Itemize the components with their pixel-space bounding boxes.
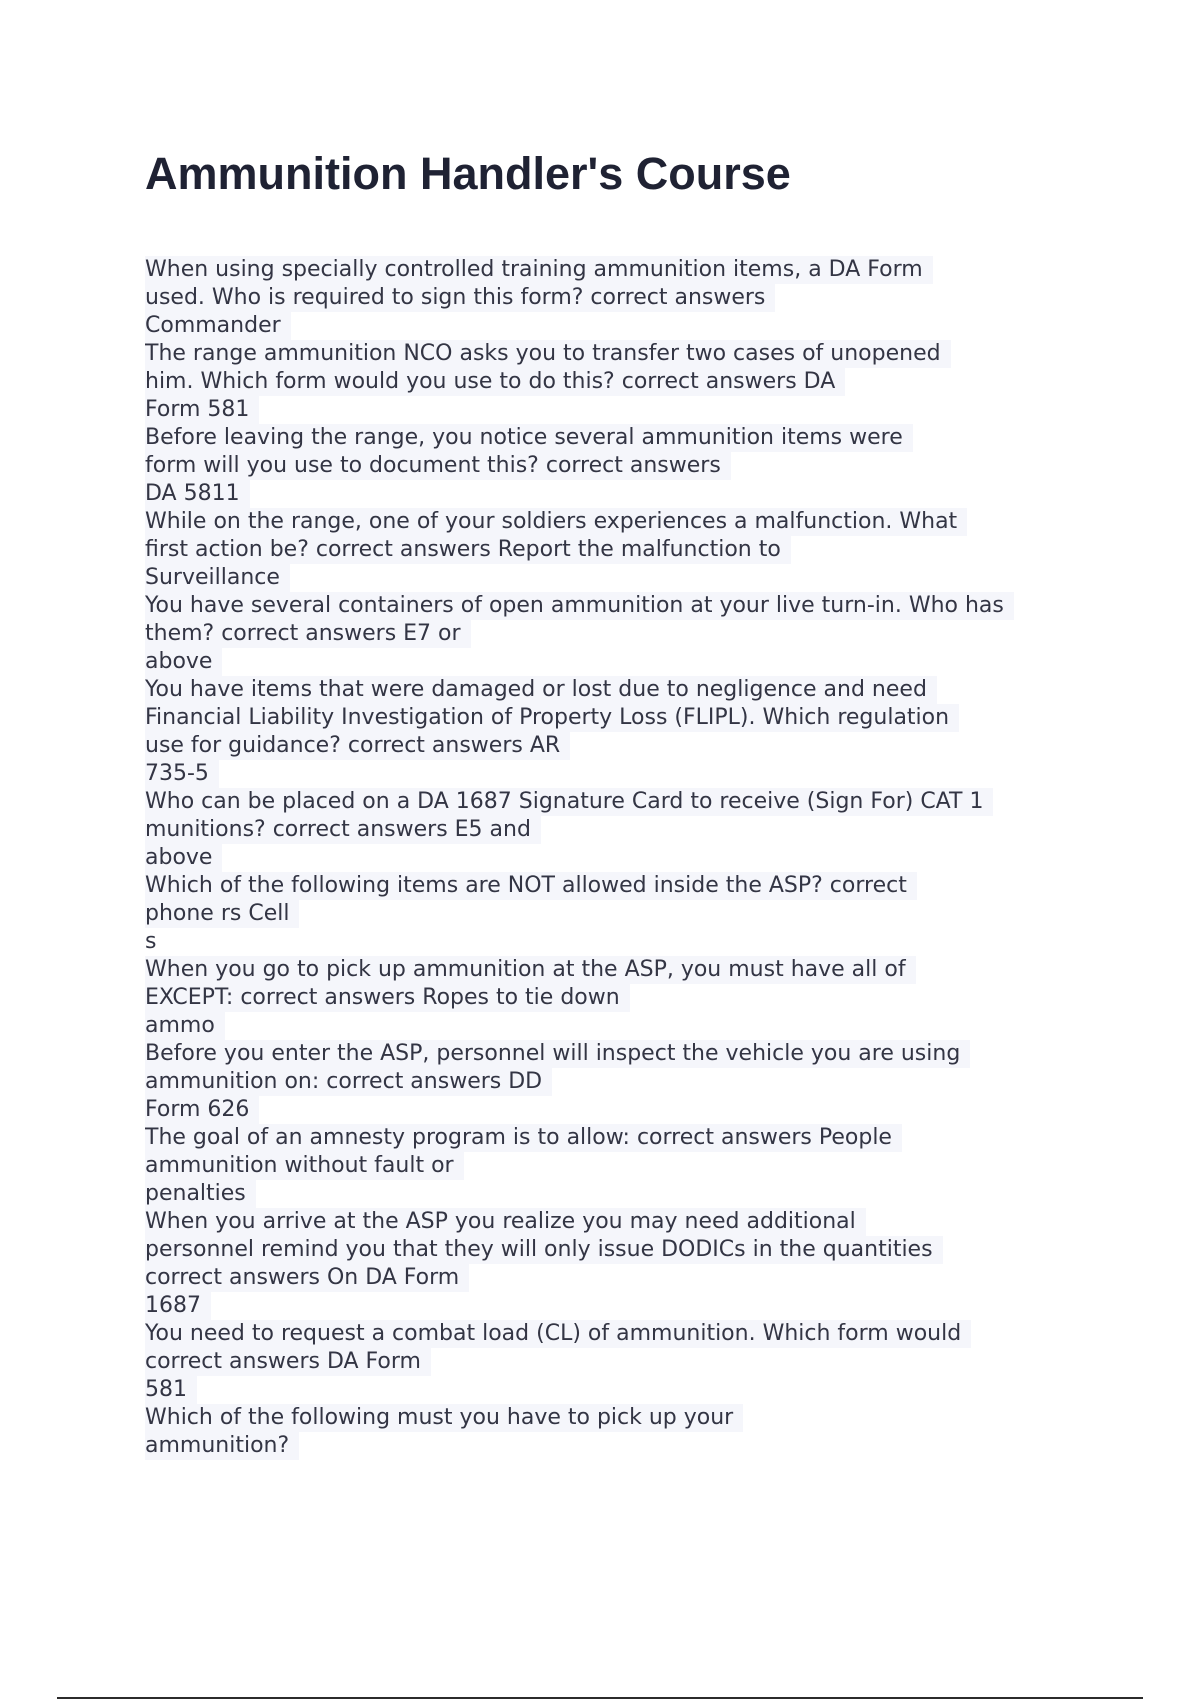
text-line: them? correct answers E7 or bbox=[145, 620, 471, 648]
text-line: You have items that were damaged or lost due to negligence and need bbox=[145, 676, 937, 704]
text-line: Before leaving the range, you notice several ammunition items were bbox=[145, 424, 913, 452]
text-line: DA 5811 bbox=[145, 480, 250, 508]
text-line: above bbox=[145, 648, 222, 676]
text-line: Form 581 bbox=[145, 396, 259, 424]
text-line: Financial Liability Investigation of Property Loss (FLIPL). Which regulation bbox=[145, 704, 959, 732]
text-line: EXCEPT: correct answers Ropes to tie down bbox=[145, 984, 630, 1012]
text-line: While on the range, one of your soldiers experiences a malfunction. What bbox=[145, 508, 967, 536]
text-line: phone rs Cell bbox=[145, 900, 299, 928]
text-line: Who can be placed on a DA 1687 Signature Card to receive (Sign For) CAT 1 bbox=[145, 788, 993, 816]
text-line: correct answers On DA Form bbox=[145, 1264, 469, 1292]
text-line: 581 bbox=[145, 1376, 197, 1404]
text-line: Form 626 bbox=[145, 1096, 259, 1124]
text-line: ammunition? bbox=[145, 1432, 299, 1460]
text-line: ammunition on: correct answers DD bbox=[145, 1068, 552, 1096]
text-line: him. Which form would you use to do this? correct answers DA bbox=[145, 368, 845, 396]
text-line: 735-5 bbox=[145, 760, 219, 788]
question-answer-list bbox=[145, 256, 1095, 1460]
text-line: When you arrive at the ASP you realize you may need additional bbox=[145, 1208, 866, 1236]
text-line: Surveillance bbox=[145, 564, 290, 592]
bottom-divider bbox=[57, 1697, 1143, 1699]
text-line: Which of the following must you have to pick up your bbox=[145, 1404, 743, 1432]
text-line: form will you use to document this? correct answers bbox=[145, 452, 731, 480]
text-line: s bbox=[145, 929, 157, 954]
document-title: Ammunition Handler's Course bbox=[145, 148, 791, 199]
text-line: Commander bbox=[145, 312, 291, 340]
text-line: When using specially controlled training ammunition items, a DA Form bbox=[145, 256, 933, 284]
text-line: use for guidance? correct answers AR bbox=[145, 732, 570, 760]
text-line: The range ammunition NCO asks you to transfer two cases of unopened bbox=[145, 340, 951, 368]
text-line: Before you enter the ASP, personnel will inspect the vehicle you are using bbox=[145, 1040, 970, 1068]
text-line: personnel remind you that they will only issue DODICs in the quantities bbox=[145, 1236, 943, 1264]
text-line: Which of the following items are NOT allowed inside the ASP? correct bbox=[145, 872, 917, 900]
text-line: above bbox=[145, 844, 222, 872]
text-line: ammunition without fault or bbox=[145, 1152, 464, 1180]
text-line: ammo bbox=[145, 1012, 225, 1040]
text-line: munitions? correct answers E5 and bbox=[145, 816, 541, 844]
text-line: 1687 bbox=[145, 1292, 211, 1320]
text-line: The goal of an amnesty program is to allow: correct answers People bbox=[145, 1124, 902, 1152]
text-line: first action be? correct answers Report the malfunction to bbox=[145, 536, 791, 564]
text-line: used. Who is required to sign this form? correct answers bbox=[145, 284, 775, 312]
text-line: correct answers DA Form bbox=[145, 1348, 431, 1376]
text-line: When you go to pick up ammunition at the ASP, you must have all of bbox=[145, 956, 916, 984]
text-line: You need to request a combat load (CL) of ammunition. Which form would bbox=[145, 1320, 971, 1348]
text-line: penalties bbox=[145, 1180, 256, 1208]
text-line: You have several containers of open ammunition at your live turn-in. Who has bbox=[145, 592, 1014, 620]
